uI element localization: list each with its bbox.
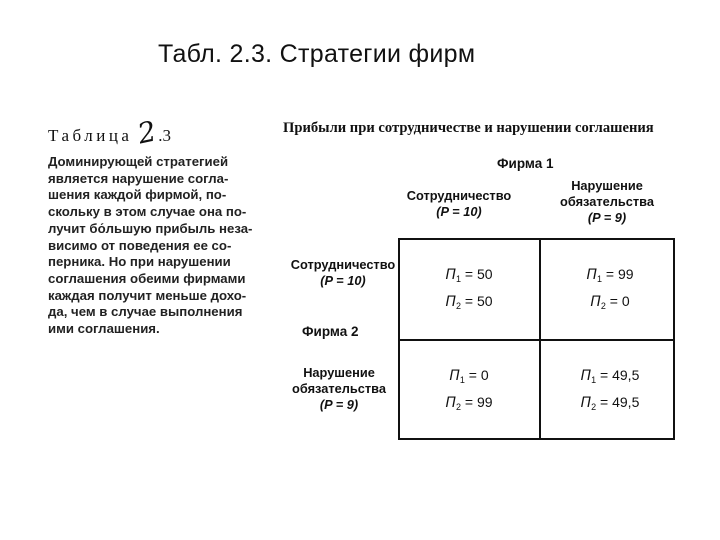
col-header-line: (P = 10): [436, 204, 482, 219]
matrix-cell-violation-violation: [541, 341, 679, 440]
row-header-line: (P = 10): [320, 273, 366, 288]
col-header-violation: [548, 178, 666, 226]
payoff-firm1: $П_1 = 99$: [586, 265, 634, 284]
table-label: [48, 114, 258, 151]
description-line: висимо от поведения ее со-: [48, 237, 232, 253]
description-line: ими соглашения.: [48, 321, 160, 337]
matrix-cell-coop-violation: [541, 240, 679, 339]
payoff-firm2: $П_2 = 49,5$: [580, 393, 640, 412]
matrix-cell-violation-coop: [400, 341, 538, 440]
row-header-line: Нарушение: [303, 365, 375, 380]
matrix-heading: Прибыли при сотрудничестве и нарушении соглашения: [283, 120, 654, 136]
slide-title: Табл. 2.3. Стратегии фирм: [158, 40, 476, 68]
left-column: [48, 116, 258, 338]
description-line: да, чем в случае выполнения: [48, 304, 243, 320]
description-line: каждая получит меньше дохо-: [48, 287, 247, 303]
description-line: шения каждой фирмой, по-: [48, 187, 227, 203]
payoff-firm1: $П_1 = 49,5$: [580, 366, 640, 385]
payoff-firm1: $П_1 = 0$: [449, 366, 489, 385]
table-label-handwritten-number: 2: [135, 114, 160, 151]
col-header-line: (P = 9): [587, 210, 627, 225]
row-header-violation: [284, 365, 394, 413]
col-header-cooperation: [400, 188, 518, 220]
description-line: перника. Но при нарушении: [48, 254, 231, 270]
firm2-label: Фирма 2: [302, 324, 359, 339]
payoff-firm2: $П_2 = 50$: [445, 292, 493, 311]
description-line: скольку в этом случае она по-: [48, 204, 247, 220]
row-header-line: обязательства: [292, 381, 386, 396]
strategy-description: [48, 154, 258, 338]
table-label-number: .3: [158, 126, 172, 145]
col-header-line: Сотрудничество: [406, 188, 512, 203]
description-line: лучит бо́льшую прибыль неза-: [48, 220, 253, 236]
payoff-firm2: $П_2 = 99$: [445, 393, 493, 412]
row-header-line: (P = 9): [319, 397, 359, 412]
description-line: является нарушение согла-: [48, 170, 229, 186]
payoff-firm2: $П_2 = 0$: [590, 292, 630, 311]
matrix-cell-coop-coop: [400, 240, 538, 339]
col-header-line: Нарушение: [571, 178, 643, 193]
row-header-line: Сотрудничество: [290, 257, 396, 272]
payoff-matrix: [398, 238, 675, 440]
col-header-line: обязательства: [560, 194, 654, 209]
firm1-label: Фирма 1: [497, 156, 554, 171]
payoff-firm1: $П_1 = 50$: [445, 265, 493, 284]
row-header-cooperation: [284, 257, 402, 289]
description-line: соглашения обеими фирмами: [48, 270, 246, 286]
table-label-word: Таблица: [48, 126, 133, 145]
description-line: Доминирующей стратегией: [48, 154, 229, 169]
